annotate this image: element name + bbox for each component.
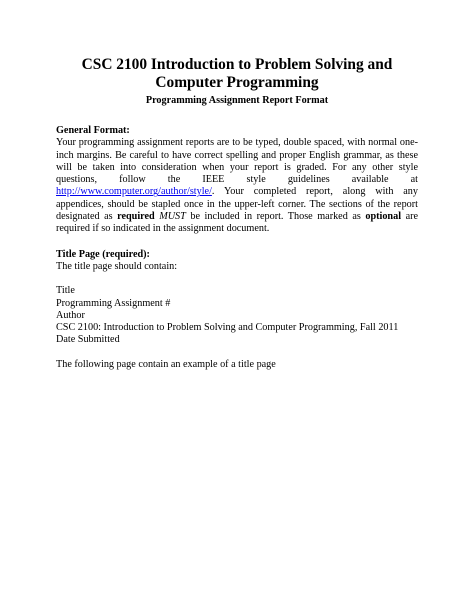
general-format-paragraph — [56, 137, 418, 235]
document-subtitle: Programming Assignment Report Format — [145, 95, 329, 106]
general-format-text-2: . Your completed report, along with any appendices, should be stapled once in the upper-left corner. The sections of the report designated as — [56, 186, 418, 223]
title-page-intro: The title page should contain: — [56, 260, 178, 272]
list-item: Date Submitted — [56, 334, 120, 346]
must-term: MUST — [159, 211, 186, 223]
general-format-text-5: are required if so indicated in the assignment document. — [56, 211, 419, 235]
style-guide-link[interactable]: http://www.computer.org/author/style/ — [56, 186, 212, 198]
title-page-heading: Title Page (required): — [56, 248, 150, 260]
list-item: Programming Assignment # — [56, 297, 171, 309]
list-item: Author — [56, 309, 85, 321]
general-format-text-4: be included in report. Those marked as — [185, 211, 366, 223]
example-note: The following page contain an example of a title page — [56, 358, 276, 370]
general-format-text-1: Your programming assignment reports are to be typed, double spaced, with normal one-inch margins. Be careful to have correct spelling and proper English grammar, as these will be taken into consideration when your report is graded. For any other style questions, follow the IEEE style guidelines available at — [56, 137, 418, 186]
list-item: Title — [56, 285, 75, 297]
required-term: required — [117, 211, 155, 223]
document-title: CSC 2100 Introduction to Problem Solving and Computer Programming — [81, 56, 393, 91]
title-page-items-list — [56, 285, 418, 346]
list-item: CSC 2100: Introduction to Problem Solving and Computer Programming, Fall 2011 — [56, 322, 399, 334]
optional-term: optional — [365, 211, 402, 223]
document-content — [56, 56, 418, 371]
general-format-heading: General Format: — [56, 125, 130, 136]
